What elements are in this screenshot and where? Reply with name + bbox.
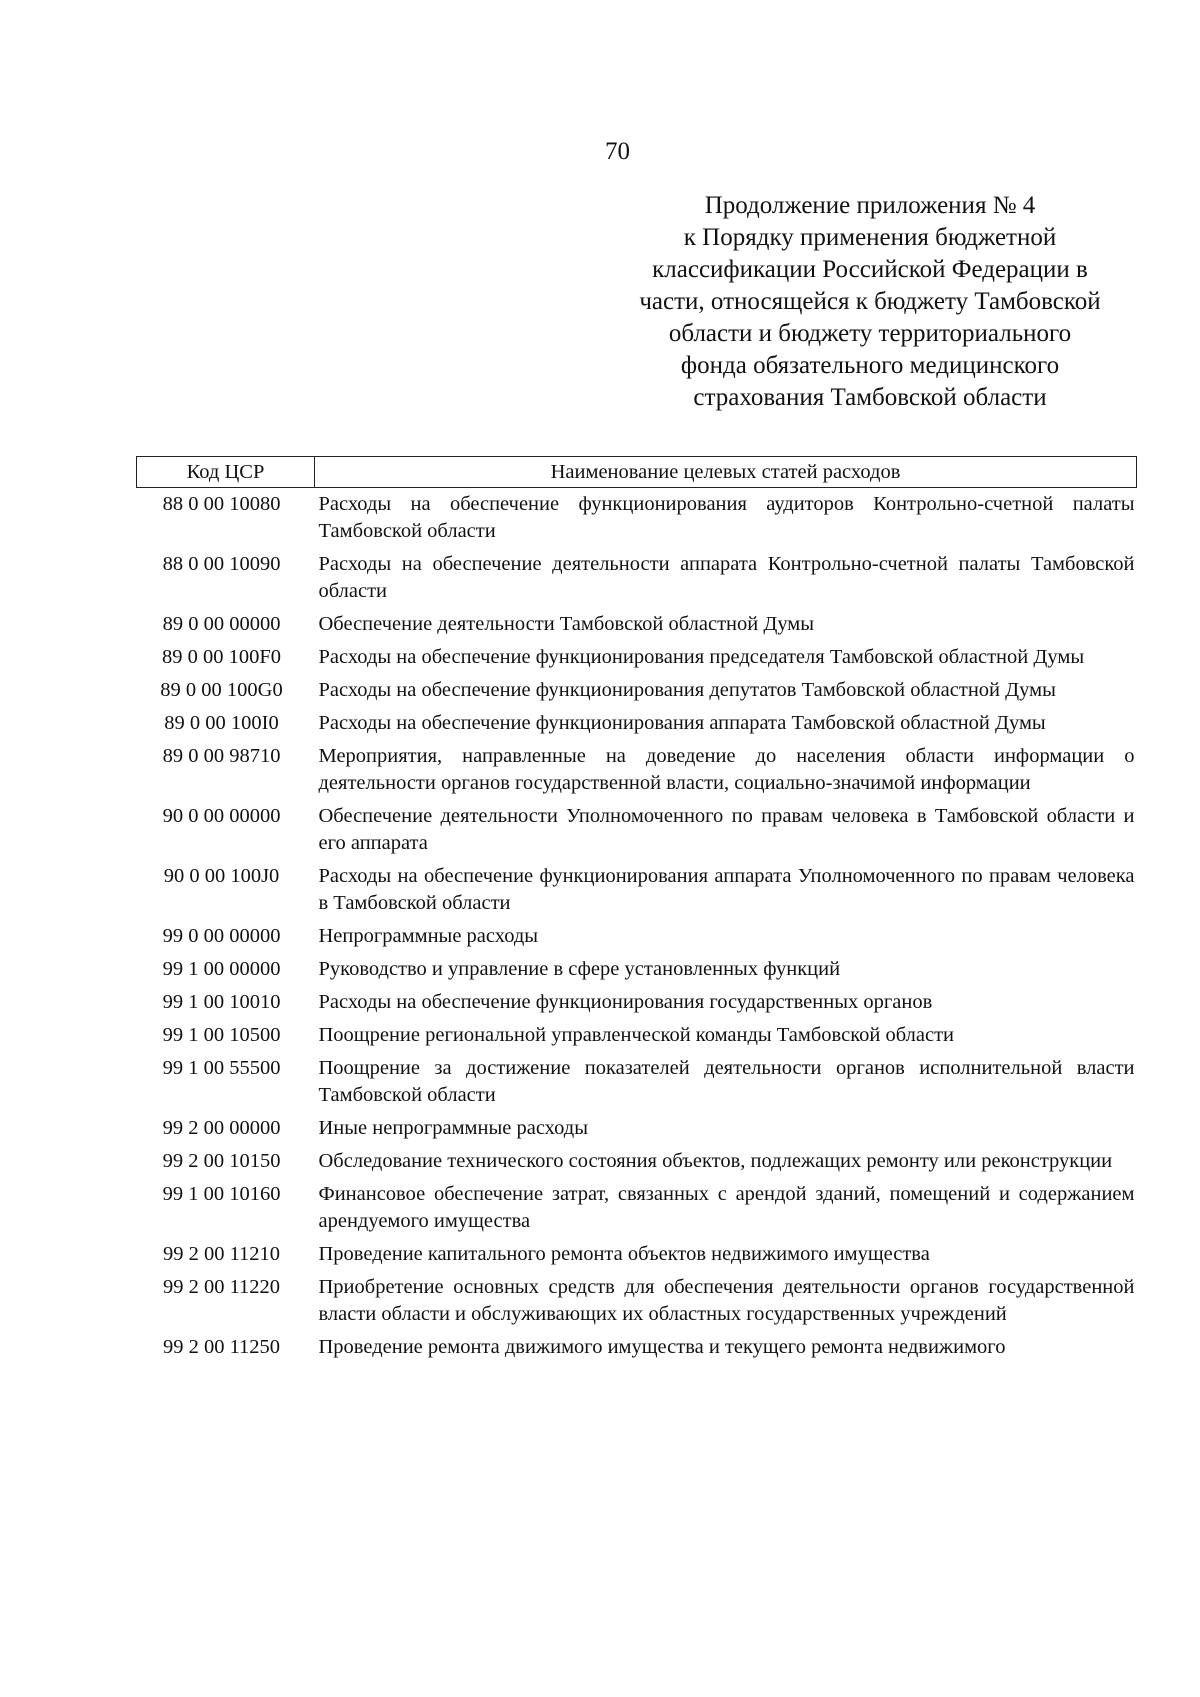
table-row	[137, 1271, 1137, 1331]
row-name: Расходы на обеспечение функционирования аппарата Уполномоченного по правам человека в Тамбовской области	[318, 865, 1135, 914]
row-code: 89 0 00 00000	[162, 613, 281, 635]
row-code: 90 0 00 00000	[162, 805, 281, 827]
annex-header-line: Продолжение приложения № 4	[704, 192, 1036, 219]
row-code: 99 2 00 11210	[162, 1243, 281, 1265]
row-code: 89 0 00 100F0	[161, 646, 282, 668]
table-row	[137, 674, 1137, 707]
row-name: Расходы на обеспечение функционирования аппарата Тамбовской областной Думы	[318, 712, 1046, 734]
annex-header-line: классификации Российской Федерации в	[652, 256, 1088, 283]
table-row	[137, 920, 1137, 953]
row-name: Проведение ремонта движимого имущества и текущего ремонта недвижимого	[318, 1336, 1006, 1358]
page-number: 70	[605, 138, 630, 165]
row-code: 99 1 00 55500	[162, 1057, 281, 1079]
annex-header-line: фонда обязательного медицинского	[680, 352, 1060, 379]
annex-header-line: к Порядку применения бюджетной	[683, 224, 1057, 251]
row-name: Непрограммные расходы	[318, 925, 539, 947]
table-row	[137, 1052, 1137, 1112]
row-name: Расходы на обеспечение функционирования депутатов Тамбовской областной Думы	[318, 679, 1056, 701]
row-name: Обследование технического состояния объектов, подлежащих ремонту или реконструкции	[318, 1150, 1113, 1172]
row-code: 89 0 00 100G0	[160, 679, 283, 701]
annex-header-line: части, относящейся к бюджету Тамбовской	[639, 288, 1101, 315]
row-name: Обеспечение деятельности Уполномоченного по правам человека в Тамбовской области и его аппарата	[318, 805, 1135, 854]
table-row	[137, 641, 1137, 674]
annex-header-line: страхования Тамбовской области	[693, 384, 1047, 411]
column-header-name: Наименование целевых статей расходов	[315, 457, 1137, 488]
table-row	[137, 488, 1137, 549]
table-row	[137, 707, 1137, 740]
row-name: Расходы на обеспечение функционирования председателя Тамбовской областной Думы	[318, 646, 1085, 668]
row-code: 90 0 00 100J0	[163, 865, 280, 887]
annex-header-line: области и бюджету территориального	[668, 320, 1072, 347]
row-code: 99 2 00 11250	[162, 1336, 281, 1358]
row-name: Поощрение региональной управленческой команды Тамбовской области	[318, 1024, 955, 1046]
annex-header	[600, 190, 1140, 414]
row-code: 99 1 00 00000	[162, 958, 281, 980]
row-name: Мероприятия, направленные на доведение до населения области информации о деятельности органов государственной власти, социально-значимой информации	[318, 745, 1135, 794]
row-code: 89 0 00 98710	[162, 745, 281, 767]
table-row	[137, 1019, 1137, 1052]
table-header-row	[137, 457, 1137, 488]
table-row	[137, 953, 1137, 986]
row-code: 99 1 00 10160	[162, 1183, 281, 1205]
row-code: 99 2 00 00000	[162, 1117, 281, 1139]
row-code: 99 2 00 11220	[162, 1276, 281, 1298]
row-name: Проведение капитального ремонта объектов недвижимого имущества	[318, 1243, 930, 1265]
table-row	[137, 740, 1137, 800]
table-row	[137, 800, 1137, 860]
row-name: Приобретение основных средств для обеспечения деятельности органов государственной власти области и обслуживающих их областных государственных учреждений	[318, 1276, 1135, 1325]
row-name: Расходы на обеспечение функционирования государственных органов	[318, 991, 933, 1013]
row-name: Финансовое обеспечение затрат, связанных с арендой зданий, помещений и содержанием арендуемого имущества	[318, 1183, 1135, 1232]
row-code: 99 0 00 00000	[162, 925, 281, 947]
row-name: Иные непрограммные расходы	[318, 1117, 588, 1139]
table-row	[137, 608, 1137, 641]
table-row	[137, 986, 1137, 1019]
table-row	[137, 860, 1137, 920]
row-code: 99 1 00 10010	[162, 991, 281, 1013]
row-code: 99 2 00 10150	[162, 1150, 281, 1172]
row-code: 88 0 00 10080	[162, 493, 281, 515]
row-code: 88 0 00 10090	[162, 553, 281, 575]
table-row	[137, 1112, 1137, 1145]
table-row	[137, 1238, 1137, 1271]
column-header-code: Код ЦСР	[137, 457, 315, 488]
row-name: Руководство и управление в сфере установленных функций	[318, 958, 841, 980]
row-name: Расходы на обеспечение деятельности аппарата Контрольно-счетной палаты Тамбовской области	[318, 553, 1135, 602]
row-name: Поощрение за достижение показателей деятельности органов исполнительной власти Тамбовской области	[318, 1057, 1135, 1106]
row-name: Расходы на обеспечение функционирования аудиторов Контрольно-счетной палаты Тамбовской области	[318, 493, 1135, 542]
table-row	[137, 1178, 1137, 1238]
row-name: Обеспечение деятельности Тамбовской областной Думы	[318, 613, 815, 635]
table-row	[137, 548, 1137, 608]
row-code: 89 0 00 100I0	[164, 712, 279, 734]
table-row	[137, 1331, 1137, 1364]
row-code: 99 1 00 10500	[162, 1024, 281, 1046]
target-items-table	[136, 456, 1137, 1364]
table-row	[137, 1145, 1137, 1178]
